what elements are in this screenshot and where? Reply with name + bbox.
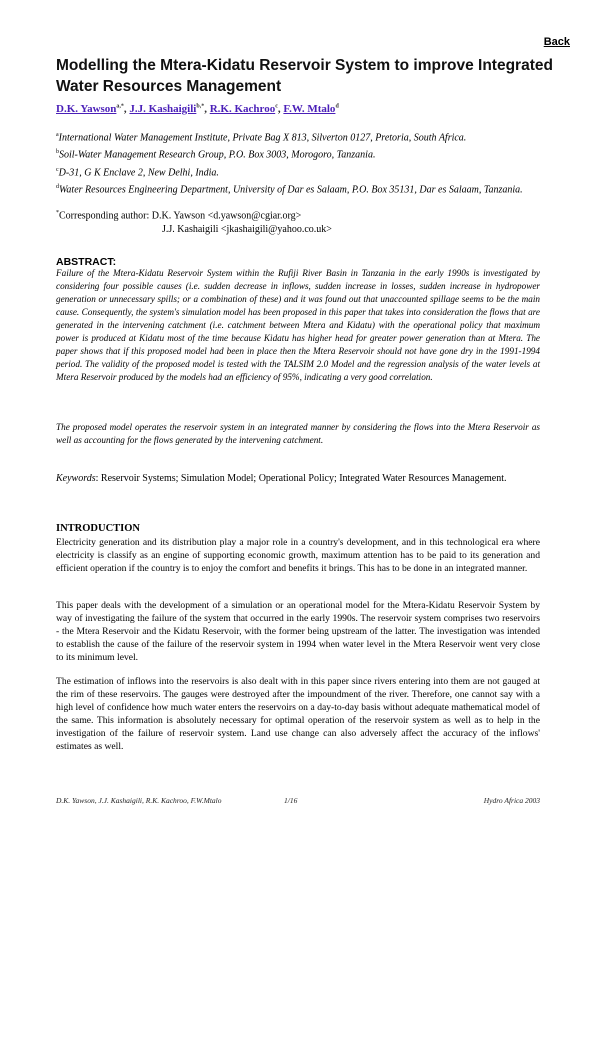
author-sup: a,* — [116, 103, 124, 110]
affiliation — [56, 128, 544, 145]
introduction-paragraph: The estimation of inflows into the reservoirs is also dealt with in this paper since rivers entering into them are not gauged at the rim of these reservoirs. The gauges were destroyed after the impoundment of the river. Therefore, one cannot say with a high level of confidence how much water enters the reservoirs on a day-to-day basis without adequate mathematical model of the same. This information is absolutely necessary for optimal operation of the reservoir system as well as to help in the investigation of the failure of reservoir system. Land use change can also adversely affect the accuracy of the inflows' estimates as well. — [56, 676, 540, 752]
author-sep: , — [277, 103, 284, 115]
corresponding-line-2: J.J. Kashaigili <jkashaigili@yahoo.co.uk> — [162, 224, 332, 236]
author-link-yawson[interactable]: D.K. Yawson — [56, 103, 117, 115]
abstract-paragraph: Failure of the Mtera-Kidatu Reservoir System within the Rufiji River Basin in Tanzania in the early 1990s is investigated by considering four possible causes (i.e. sudden decrease in inflows, sudden increase in losses, sudden increase in hydropower generation or unnecessary spills; or a combination of these) and it was found out that unaccounted spillage seems to be the main cause. Consequently, the system's simulation model has been proposed in this paper that takes into consideration the flows that are generated in the intervening catchment (i.e. catchment between Mtera and Kidatu) with the operational policy that maximum power is produced at Kidatu most of the time because Kidatu has higher head for greater power generation than at Mtera. The paper shows that if this proposed model had been in place then the Mtera Reservoir should not have gone dry in the 1991-1994 period. The validity of the proposed model is tested with the TALSIM 2.0 Model and the regression analysis of the water levels at Mtera Reservoir produced by the models had an efficiency of 95%, indicating a very good correlation. — [56, 268, 540, 382]
corresponding-author — [56, 206, 332, 237]
affiliation-marker: d — [56, 183, 59, 190]
introduction-paragraph: Electricity generation and its distribution play a major role in a country's development, and in this technological era where electricity is classify as an engine of supporting economic growth, maximum attention has to be paid to its generation and efficient operation if the country is to enjoy the comfort and benefits it brings. This has to be done in an integrated manner. — [56, 537, 540, 574]
author-link-kachroo[interactable]: R.K. Kachroo — [209, 103, 276, 115]
page-footer — [56, 796, 540, 808]
affiliation — [56, 145, 544, 162]
author-sup: d — [335, 103, 339, 110]
introduction-paragraph: This paper deals with the development of a simulation or an operational model for the Mtera-Kidatu Reservoir System by way of investigating the failure of the system that occurred in the early 1990s. The reservoir system comprises two reservoirs - the Mtera Reservoir and the Kidatu Reservoir, with the former being upstream of the latter. The investigation was intended to establish the cause of the failure of the reservoir system in 1994 when water level in the Mtera Reservoir went very close to its minimum level. — [56, 600, 540, 663]
affiliation-text: D-31, G K Enclave 2, New Delhi, India. — [58, 166, 219, 178]
affiliation-marker: c — [56, 166, 59, 173]
abstract-paragraph-2: The proposed model operates the reservoir system in an integrated manner by considering the flows into the Mtera Reservoir as well as accounting for the flows generated by the intervening catchment. — [56, 422, 540, 445]
affiliation-text: Water Resources Engineering Department, University of Dar es Salaam, P.O. Box 35131, Dar es Salaam, Tanzania. — [59, 184, 523, 196]
affiliation — [56, 180, 544, 197]
author-sup: c — [275, 103, 278, 110]
affiliation-marker: b — [56, 149, 59, 156]
affiliation-text: International Water Management Institute, Private Bag X 813, Silverton 0127, Pretoria, South Africa. — [58, 132, 467, 144]
corresponding-line — [56, 206, 332, 223]
affiliation-text: Soil-Water Management Research Group, P.O. Box 3003, Morogoro, Tanzania. — [59, 149, 376, 161]
introduction-heading: INTRODUCTION — [56, 523, 141, 534]
author-sep: , — [123, 103, 130, 115]
affiliation — [56, 163, 544, 180]
paper-title: Modelling the Mtera-Kidatu Reservoir System to improve Integrated Water Resources Management — [56, 57, 553, 95]
corresponding-marker: * — [56, 210, 59, 216]
corresponding-text: Corresponding author: D.K. Yawson <d.yawson@cgiar.org> — [59, 210, 302, 222]
footer-page-number: 1/16 — [284, 796, 298, 805]
keywords-text: : Reservoir Systems; Simulation Model; Operational Policy; Integrated Water Resources Management. — [95, 473, 507, 484]
affiliation-marker: a — [56, 132, 59, 138]
author-list — [56, 103, 339, 115]
keywords — [56, 472, 540, 485]
author-link-mtalo[interactable]: F.W. Mtalo — [283, 103, 336, 115]
author-link-kashaigili[interactable]: J.J. Kashaigili — [129, 103, 197, 115]
affiliations — [56, 128, 544, 197]
author-sup: b,* — [196, 103, 205, 110]
author-sep: , — [204, 103, 210, 115]
keywords-label: Keywords — [56, 473, 96, 484]
footer-venue: Hydro Africa 2003 — [483, 796, 540, 805]
footer-authors: D.K. Yawson, J.J. Kashaigili, R.K. Kachroo, F.W.Mtalo — [56, 796, 222, 805]
abstract-heading: ABSTRACT: — [56, 256, 117, 268]
back-link[interactable]: Back — [543, 36, 570, 48]
